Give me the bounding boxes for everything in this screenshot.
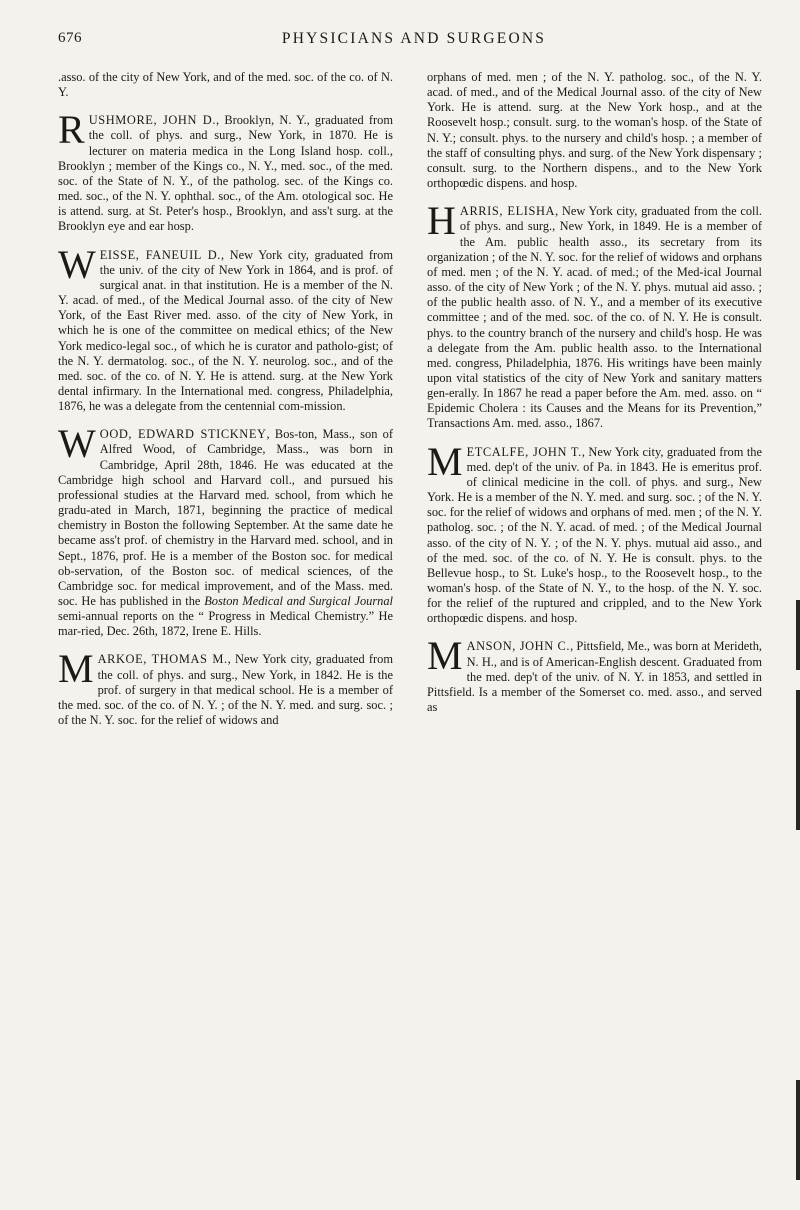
entry-name: USHMORE, JOHN D. — [88, 113, 217, 128]
entry-name: ANSON, JOHN C. — [466, 639, 571, 654]
continued-fragment: orphans of med. men ; of the N. Y. patholog. soc., of the N. Y. acad. of med., and of the Medical Journal asso. of the city of New York. He is attend. surg. at the New York hosp., and at the Roosevelt hosp.; consult. surg. to the woman's hosp. of the State of N. Y.; consult. phys. to the nursery and child's hosp. ; a member of the staff of consulting phys. and surg. of the New York dispensary ; consult. surg. to the Northern dispens., and to the New York orthopœdic dispens. and hosp. — [427, 70, 762, 191]
running-head: PHYSICIANS AND SURGEONS — [281, 30, 547, 47]
biography-entry-manson — [427, 633, 763, 715]
entry-text: , New York city, graduated from the coll. of phys. and surg., New York, in 1842. He is the prof. of surgery in that medical school. He is a member of the med. soc. of the co. of N. Y. ; of the N. Y. med. and surg. soc. ; of the N. Y. soc. for the relief of widows and — [58, 652, 393, 728]
entry-name: ARKOE, THOMAS M. — [97, 652, 228, 667]
drop-cap: H — [427, 198, 456, 244]
entry-name: ETCALFE, JOHN T. — [466, 444, 582, 459]
entry-name: EISSE, FANEUIL D. — [99, 247, 221, 262]
continued-fragment: .asso. of the city of New York, and of the med. soc. of the co. of N. Y. — [58, 70, 393, 100]
drop-cap: W — [58, 421, 96, 467]
entry-text: , Brooklyn, N. Y., graduated from the coll. of phys. and surg., New York, in 1870. He is lecturer on materia medica in the Long Island hosp. coll., Brooklyn ; member of the Kings co., N. Y., med. soc., of the med. soc. of the State of N. Y., of the patholog. sec. of the Kings co. med. soc., of the N. Y. ophthal. soc., of the Am. otological soc. He is attend. surg. at St. Peter's hosp., Brooklyn, and ass't surg. at the Brooklyn eye and ear hosp. — [58, 113, 393, 234]
page-header — [58, 22, 770, 58]
entry-text-continued: semi-annual reports on the “ Progress in Medical Chemistry.” He mar-ried, Dec. 26th, 1872, Irene E. Hills. — [58, 609, 393, 639]
biography-entry-markoe — [58, 646, 393, 728]
page-edge-shadow — [796, 600, 800, 670]
drop-cap: M — [427, 633, 463, 679]
entry-name: OOD, EDWARD STICKNEY — [99, 427, 267, 442]
right-column — [427, 70, 762, 728]
entry-text: , Pittsfield, Me., was born at Merideth, N. H., and is of American-English descent. Graduated from the med. dep't of the univ. of N. Y. in 1853, and settled in Pittsfield. Is a member of the Somerset co. med. asso., and served as — [427, 639, 763, 715]
entry-text: , Bos-ton, Mass., son of Alfred Wood, of Cambridge, Mass., was born in Cambridge, April 28th, 1846. He was educated at the Cambridge high school and Harvard coll., and pursued his professional studies at the Harvard med. school, from which he gradu-ated in March, 1871, beginning the practice of medical chemistry in Boston the following September. At the same date he became ass't prof. of chemistry in the Harvard med. school, and in Sept., 1876, prof. He is a member of the Boston soc. for medical ob-servation, of the Boston soc. of medical sciences, of the Cambridge soc. for medical improvement, and of the Mass. med. soc. He has published in the — [58, 427, 394, 608]
entry-name: ARRIS, ELISHA — [459, 204, 556, 219]
entry-text: , New York city, graduated from the med. dep't of the univ. of Pa. in 1843. He is emeritus prof. of clinical medicine in the coll. of phys. and surg., New York. He is a member of the N. Y. med. and surg. soc. ; of the N. Y. soc. for the relief of widows and orphans of med. men ; of the N. Y. patholog. soc. ; of the N. Y. acad. of med. ; of the Medical Journal asso. of the city of N. Y. ; of the N. Y. phys. mutual aid asso., and of the med. soc. of the co. of N. Y. He is consult. phys. to the Bellevue hosp., to St. Luke's hosp., to the Roosevelt hosp., to the woman's hosp. of the State of N. Y., to the hosp. of the N. Y. soc. for the relief of the ruptured and crippled, and to the New York orthopœdic dispens. and hosp. — [427, 444, 762, 626]
page-edge-shadow — [796, 690, 800, 830]
drop-cap: W — [58, 241, 96, 287]
biography-entry-weisse — [58, 241, 393, 415]
biography-entry-rushmore — [58, 107, 393, 234]
page-number: 676 — [58, 30, 82, 46]
drop-cap: R — [58, 107, 85, 153]
biography-entry-metcalfe — [427, 438, 762, 627]
entry-text: , New York city, graduated from the univ. of the city of New York in 1864, and is prof. of surgical anat. in that institution. He is a member of the N. Y. acad. of med., of the Medical Journal asso. of the city of New York, of the East River med. asso. of the city of New York, in which he is one of the committee on medical ethics; of the New York medico-legal soc., of which he is curator and patholo-gist; of the N. Y. dermatolog. soc., of the N. Y. neurolog. soc., and of the med. soc. of the co. of N. Y. He is attend. surg. at the New York dental infirmary. In the International med. congress, Philadelphia, 1876, he was a delegate from the centennial com-mission. — [58, 247, 393, 414]
drop-cap: M — [58, 646, 94, 692]
biography-entry-harris — [427, 198, 762, 431]
entry-text: , New York city, graduated from the coll. of phys. and surg., New York, in 1849. He is a member of the Am. public health asso., its secretary from its organization ; of the N. Y. soc. for the relief of widows and orphans of med. men ; of the N. Y. acad. of med.; of the Med-ical Journal asso. of the city of New York ; of the N. Y. phys. mutual aid asso. ; of the public health asso. of N. Y., and a member of its executive committee ; and of the med. soc. of the co. of N. Y. He is consult. phys. to the country branch of the nursery and child's hosp. He was a delegate from the Am. public health asso. to the International med. congress, Philadelphia, 1876. His writings have been mainly upon vital statistics of the city of New York and sanitary matters gen-erally. In 1867 he read a paper before the Am. med. asso. on “ Epidemic Cholera : its Causes and the Means for its Prevention,” Transactions Am. med. asso., 1867. — [427, 204, 762, 431]
journal-title: Boston Medical and Surgical Journal — [204, 594, 393, 608]
left-column — [58, 70, 393, 741]
drop-cap: M — [427, 438, 463, 484]
biography-entry-wood — [58, 421, 394, 639]
page-edge-shadow — [796, 1080, 800, 1180]
